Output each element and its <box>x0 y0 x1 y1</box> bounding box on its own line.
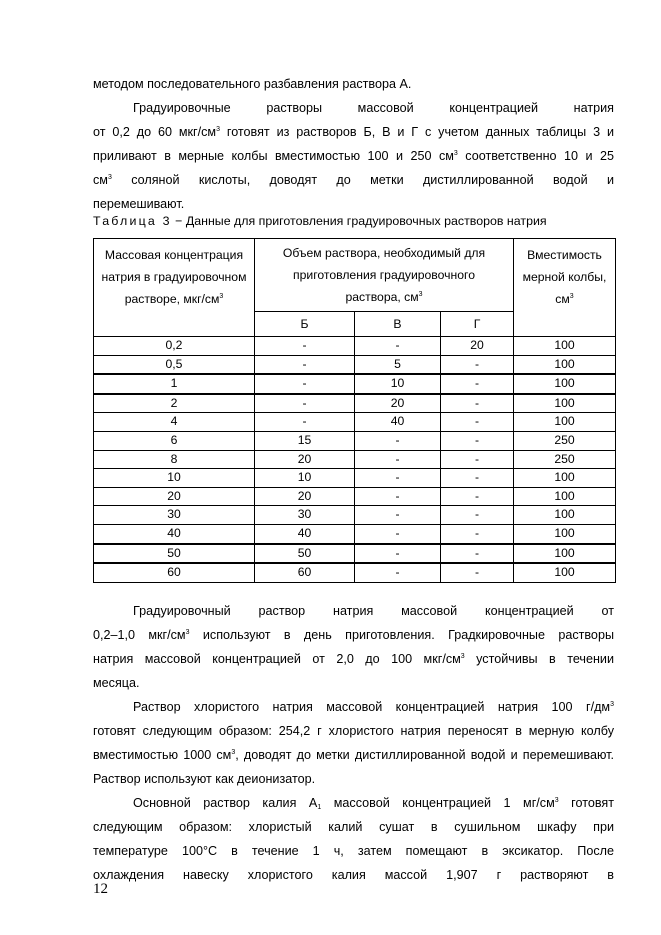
table-cell: 1 <box>94 374 255 394</box>
table-cell: 100 <box>514 374 616 394</box>
header-solution-b: Б <box>255 312 355 337</box>
text-line: Градуировочные растворы массовой концентрацией натрия <box>133 101 614 115</box>
table-cell: 100 <box>514 524 616 543</box>
text-line: от 0,2 до 60 мкг/$см^3$ готовят из растворов Б, В и Г с учетом данных таблицы 3 и <box>93 125 614 139</box>
table-cell: 20 <box>441 337 514 356</box>
text-line: Градуировочный раствор натрия массовой концентрацией от <box>133 604 614 618</box>
table-row <box>94 355 616 374</box>
page-number: 12 <box>93 881 108 897</box>
table-cell: 0,2 <box>94 337 255 356</box>
intro-text <box>93 72 614 216</box>
table-cell: 40 <box>255 524 355 543</box>
table-row <box>94 431 616 450</box>
table-cell: 100 <box>514 394 616 413</box>
table-cell: - <box>355 431 441 450</box>
text-line: $см^3$ соляной кислоты, доводят до метки дистиллированной водой и <box>93 173 614 187</box>
text-line: методом последовательного разбавления раствора А. <box>93 77 412 91</box>
text-line: готовят следующим образом: 254,2 г хлористого натрия переносят в мерную колбу <box>93 724 614 738</box>
table-cell: 4 <box>94 413 255 432</box>
table-cell: 20 <box>255 487 355 506</box>
table-cell: - <box>355 506 441 525</box>
text-line: температуре 100°С в течение 1 ч, затем помещают в эксикатор. После <box>93 844 614 858</box>
table-cell: 250 <box>514 431 616 450</box>
table-cell: - <box>441 394 514 413</box>
text-line: месяца. <box>93 676 140 690</box>
table-cell: 100 <box>514 355 616 374</box>
table-cell: - <box>355 450 441 469</box>
table-cell: 10 <box>94 469 255 488</box>
table-cell: 20 <box>355 394 441 413</box>
table-cell: - <box>441 374 514 394</box>
table-cell: 100 <box>514 337 616 356</box>
text-line: перемешивают. <box>93 197 185 211</box>
text-line: натрия массовой концентрацией от 2,0 до 100 мкг/$см^3$ устойчивы в течении <box>93 652 615 666</box>
table-cell: 100 <box>514 487 616 506</box>
table-cell: - <box>441 563 514 582</box>
body-text <box>93 599 614 887</box>
header-concentration: Массовая концентрация натрия в градуировочном растворе, мкг/$см^3$ <box>94 239 255 337</box>
table-cell: - <box>441 506 514 525</box>
text-line: Раствор хлористого натрия массовой концентрацией натрия 100 $г/дм^3$ <box>133 700 614 714</box>
table-cell: 0,5 <box>94 355 255 374</box>
table-row <box>94 524 616 543</box>
table-row <box>94 413 616 432</box>
table-cell: - <box>355 337 441 356</box>
table-row <box>94 506 616 525</box>
table-cell: - <box>355 524 441 543</box>
table-cell: - <box>441 450 514 469</box>
text-line: 0,2–1,0 мкг/$см^3$ используют в день приготовления. Градкировочные растворы <box>93 628 614 642</box>
table-cell: 50 <box>94 544 255 564</box>
header-solution-g: Г <box>441 312 514 337</box>
table-row <box>94 469 616 488</box>
header-volume: Объем раствора, необходимый для приготовления градуировочного раствора, $см^3$ <box>255 239 514 312</box>
table-cell: - <box>255 355 355 374</box>
text-line: приливают в мерные колбы вместимостью 100 и 250 $см^3$ соответственно 10 и 25 <box>93 149 614 163</box>
table-cell: - <box>355 544 441 564</box>
text-line: следующим образом: хлористый калий сушат в сушильном шкафу при <box>93 820 614 834</box>
table-cell: 20 <box>255 450 355 469</box>
table-cell: - <box>255 394 355 413</box>
table-cell: - <box>255 413 355 432</box>
table-cell: 6 <box>94 431 255 450</box>
table-cell: - <box>441 487 514 506</box>
table-cell: - <box>441 413 514 432</box>
table-cell: - <box>441 469 514 488</box>
table-cell: 50 <box>255 544 355 564</box>
table-cell: - <box>441 355 514 374</box>
table-cell: 100 <box>514 544 616 564</box>
table-cell: 15 <box>255 431 355 450</box>
table-cell: - <box>355 563 441 582</box>
table-cell: 60 <box>94 563 255 582</box>
table-cell: 40 <box>355 413 441 432</box>
table-cell: - <box>441 544 514 564</box>
table-cell: 20 <box>94 487 255 506</box>
table-cell: - <box>441 524 514 543</box>
table-cell: 100 <box>514 506 616 525</box>
table-cell: 8 <box>94 450 255 469</box>
table-row <box>94 337 616 356</box>
calibration-table <box>93 238 616 583</box>
table-cell: 250 <box>514 450 616 469</box>
table-cell: - <box>355 469 441 488</box>
table-cell: 60 <box>255 563 355 582</box>
text-line: Раствор используют как деионизатор. <box>93 772 316 786</box>
table-row <box>94 394 616 413</box>
text-line: Основной раствор калия $А_1$ массовой концентрацией 1 $мг/см^3$ готовят <box>133 796 614 811</box>
table-cell: 100 <box>514 413 616 432</box>
table-cell: 100 <box>514 469 616 488</box>
header-solution-v: В <box>355 312 441 337</box>
table-cell: - <box>255 337 355 356</box>
table-cell: 5 <box>355 355 441 374</box>
table-cell: 2 <box>94 394 255 413</box>
text-line: охлаждения навеску хлористого калия массой 1,907 г растворяют в <box>93 868 614 882</box>
table-cell: - <box>355 487 441 506</box>
header-capacity: Вместимость мерной колбы, $см^3$ <box>514 239 616 337</box>
table-row <box>94 487 616 506</box>
text-line: вместимостью 1000 $см^3$, доводят до метки дистиллированной водой и перемешивают. <box>93 748 614 762</box>
table-cell: 30 <box>94 506 255 525</box>
table-cell: 100 <box>514 563 616 582</box>
table-cell: - <box>255 374 355 394</box>
table-cell: 10 <box>355 374 441 394</box>
table-cell: 40 <box>94 524 255 543</box>
table-row <box>94 544 616 564</box>
table-cell: 10 <box>255 469 355 488</box>
table-cell: 30 <box>255 506 355 525</box>
table-row <box>94 374 616 394</box>
table-caption: Таблица 3 − Данные для приготовления градуировочных растворов натрия <box>93 214 547 228</box>
table-row <box>94 563 616 582</box>
table-row <box>94 450 616 469</box>
table-cell: - <box>441 431 514 450</box>
